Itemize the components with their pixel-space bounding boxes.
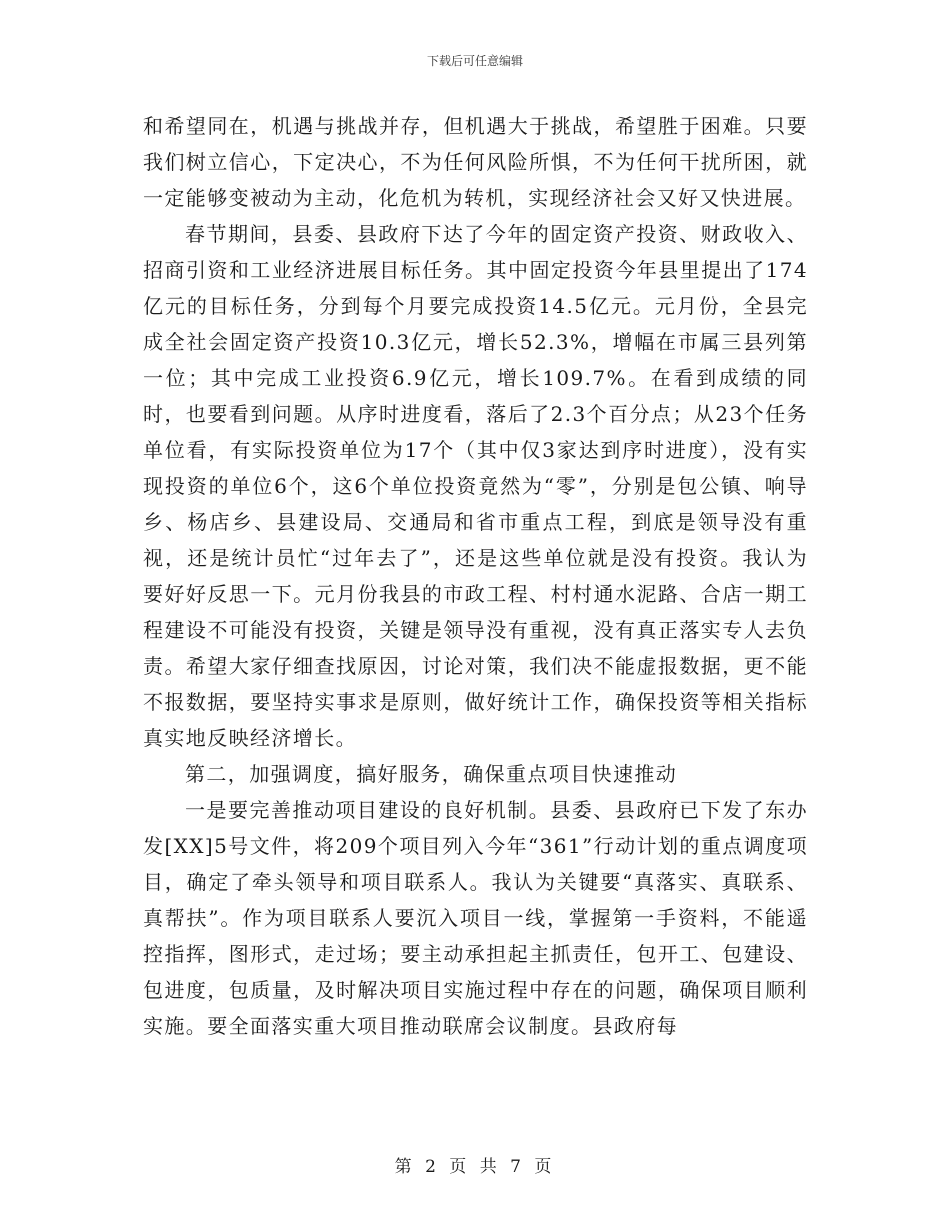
page-number: 第 2 页 共 7 页 [394, 1157, 556, 1177]
header-note: 下载后可任意编辑 [426, 54, 523, 68]
section-heading: 第二，加强调度，搞好服务，确保重点项目快速推动 [185, 762, 678, 786]
paragraph-2: 春节期间，县委、县政府下达了今年的固定资产投资、财政收入、招商引资和工业经济进展目标任务。其中固定投资今年县里提出了174亿元的目标任务，分到每个月要完成投资14.5亿元。元月份，全县完成全社会固定资产投资10.3亿元，增长52.3%，增幅在市属三县列第一位；其中完成工业投资6.9亿元，增长109.7%。在看到成绩的同时，也要看到问题。从序时进度看，落后了2.3个百分点；从23个任务单位看，有实际投资单位为17个（其中仅3家达到序时进度），没有实现投资的单位6个，这6个单位投资竟然为“零”，分别是包公镇、响导乡、杨店乡、县建设局、交通局和省市重点工程，到底是领导没有重视，还是统计员忙“过年去了”，还是这些单位就是没有投资。我认为要好好反思一下。元月份我县的市政工程、村村通水泥路、合店一期工程建设不可能没有投资，关键是领导没有重视，没有真正落实专人去负责。希望大家仔细查找原因，讨论对策，我们决不能虚报数据，更不能不报数据，要坚持实事求是原则，做好统计工作，确保投资等相关指标真实地反映经济增长。 [143, 222, 808, 750]
document-body [143, 108, 808, 1044]
paragraph-1: 和希望同在，机遇与挑战并存，但机遇大于挑战，希望胜于困难。只要我们树立信心，下定决心，不为任何风险所惧，不为任何干扰所困，就一定能够变被动为主动，化危机为转机，实现经济社会又好又快进展。 [143, 114, 808, 210]
paragraph-3: 一是要完善推动项目建设的良好机制。县委、县政府已下发了东办发[XX]5号文件，将209个项目列入今年“361”行动计划的重点调度项目，确定了牵头领导和项目联系人。我认为关键要“真落实、真联系、真帮扶”。作为项目联系人要沉入项目一线，掌握第一手资料，不能遥控指挥，图形式，走过场；要主动承担起主抓责任，包开工、包建设、包进度，包质量，及时解决项目实施过程中存在的问题，确保项目顺利实施。要全面落实重大项目推动联席会议制度。县政府每 [143, 798, 808, 1038]
